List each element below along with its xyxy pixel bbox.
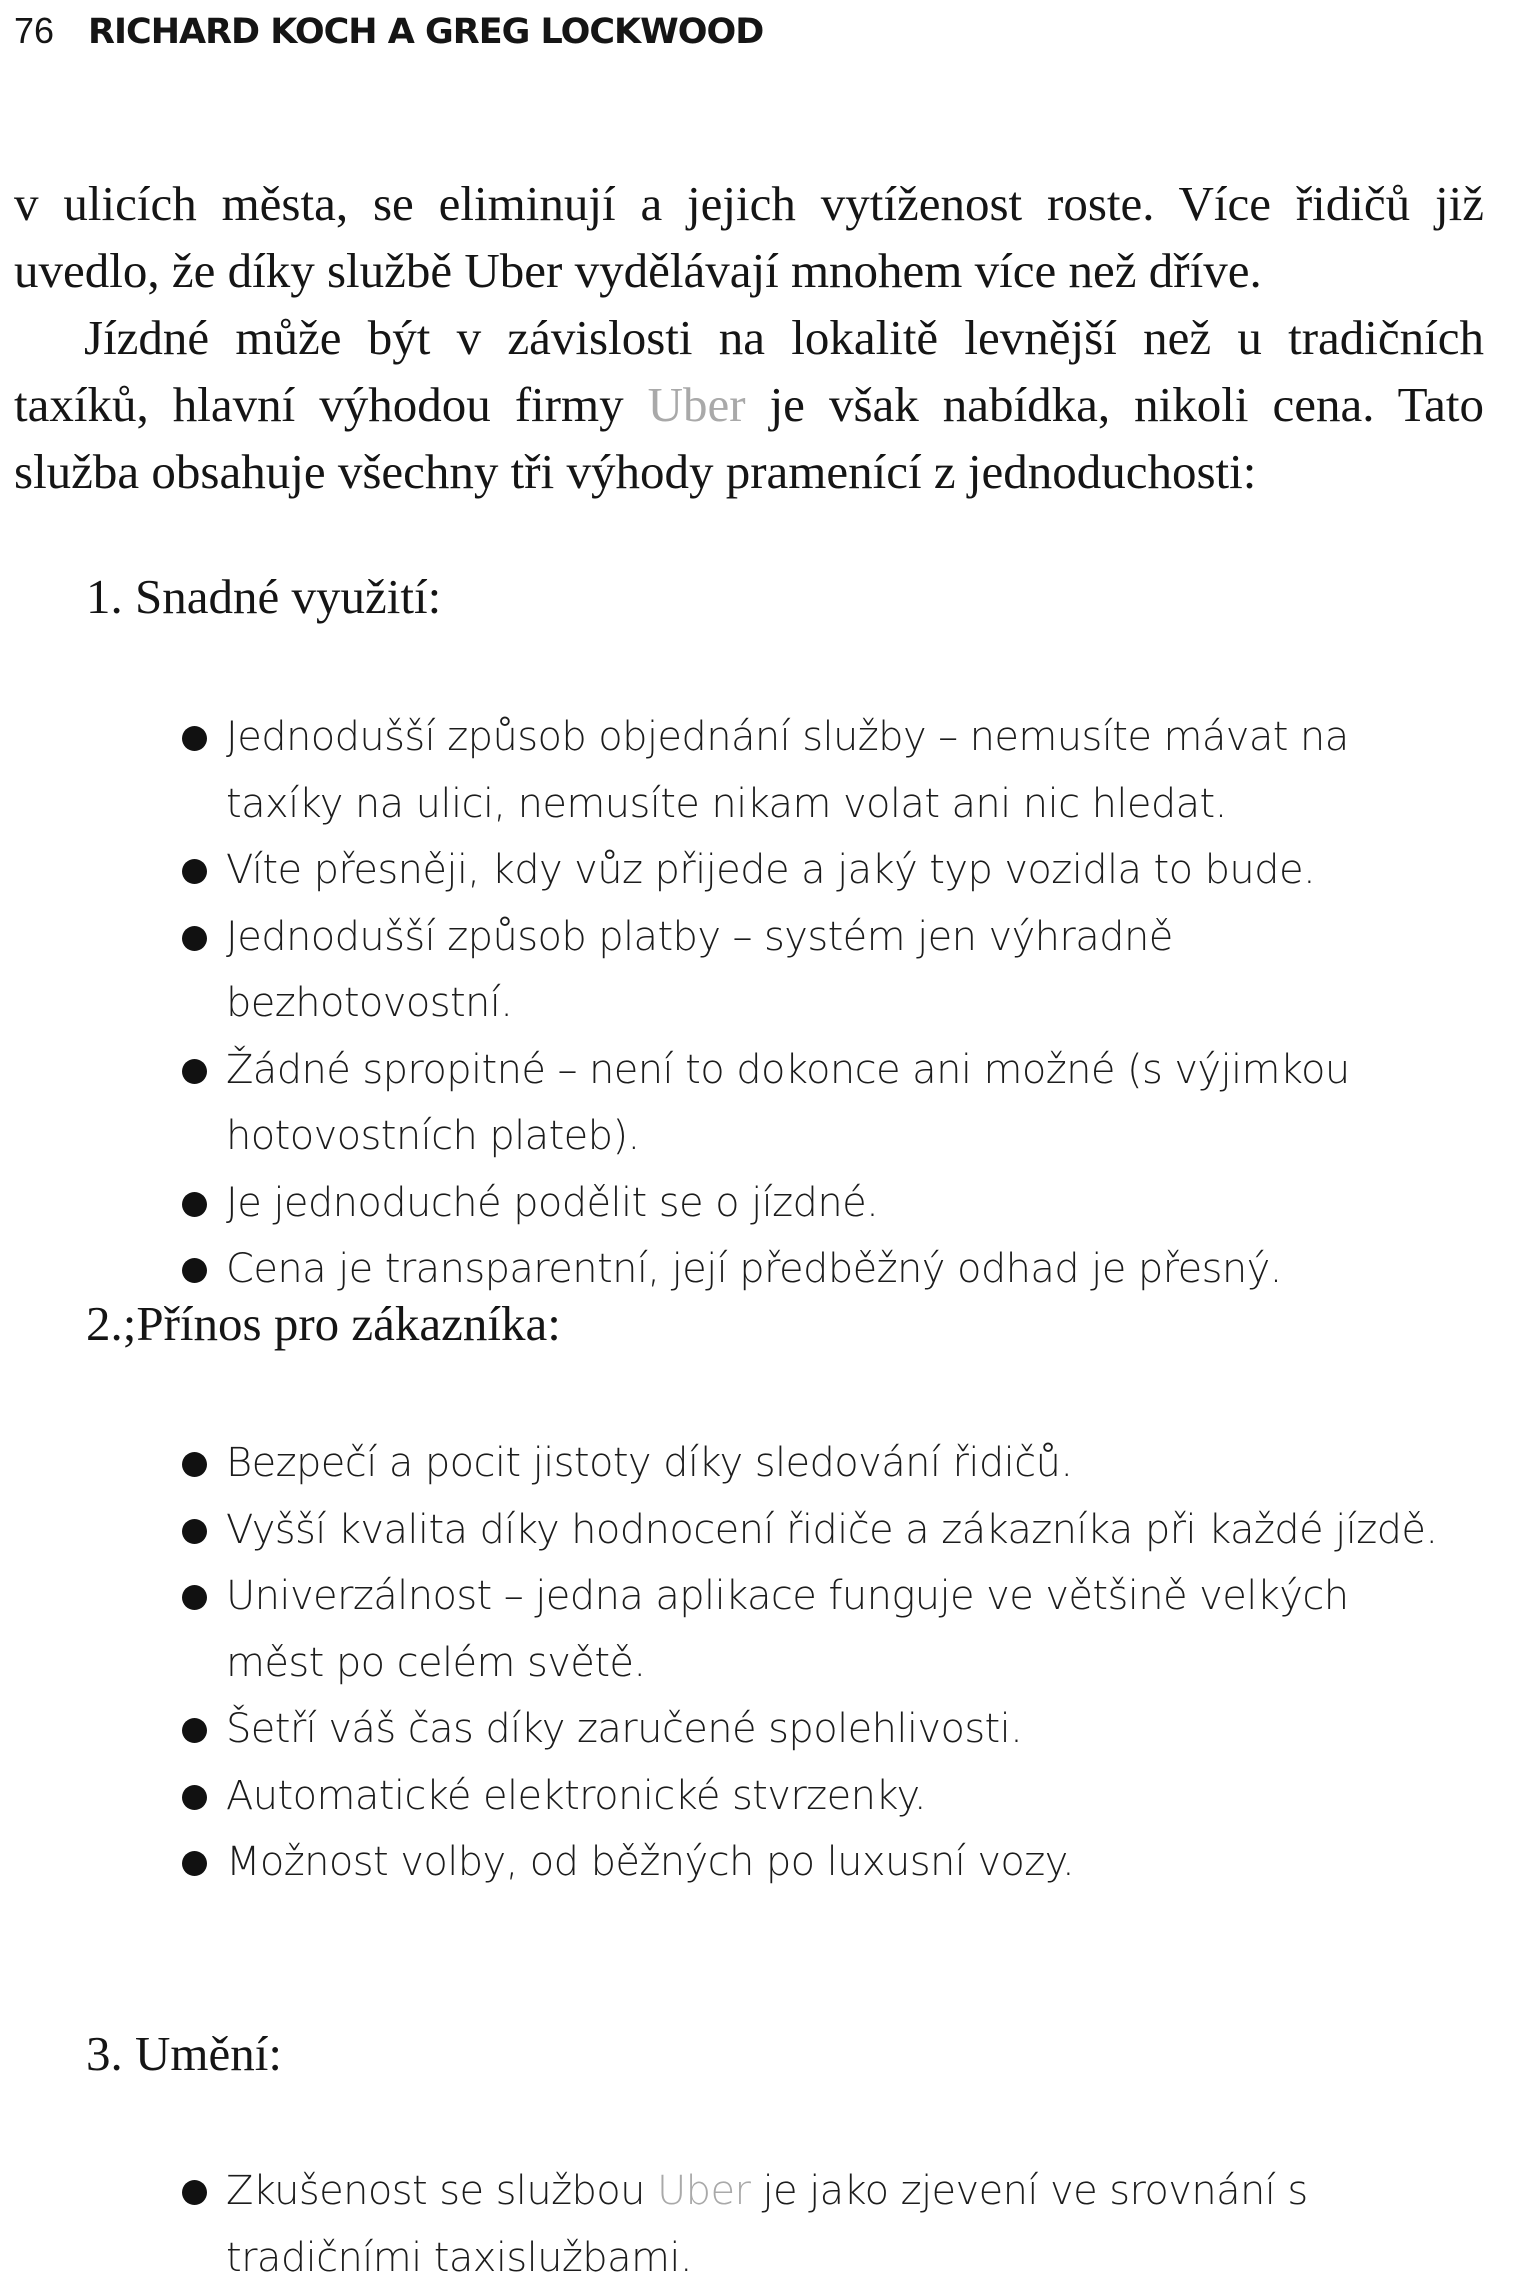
list-item	[180, 1236, 1440, 1303]
bullet-icon	[182, 1192, 207, 1217]
intro-paragraph-2	[14, 304, 1484, 505]
list-item	[180, 704, 1440, 837]
page-number: 76	[14, 10, 55, 51]
bullet-icon	[182, 1519, 207, 1544]
running-head	[14, 10, 763, 60]
list-item-text: Možnost volby, od běžných po luxusní vozy.	[226, 1839, 1075, 1885]
list-item	[180, 904, 1440, 1037]
bullet-icon	[182, 1585, 207, 1610]
uber-brand-text: Uber	[647, 377, 746, 432]
bullet-icon	[182, 1718, 207, 1743]
list-item-text: Víte přesněji, kdy vůz přijede a jaký typ vozidla to bude.	[226, 847, 1316, 893]
list-item	[180, 1037, 1440, 1170]
list-item-text: Je jednoduché podělit se o jízdné.	[226, 1179, 879, 1226]
running-head-authors: RICHARD KOCH A GREG LOCKWOOD	[88, 12, 764, 52]
list-item	[180, 1170, 1440, 1237]
intro-text	[14, 170, 1484, 505]
customer-benefit-list	[180, 1430, 1440, 1896]
list-item	[180, 1430, 1440, 1497]
section-heading-art: 3. Umění:	[86, 2026, 282, 2081]
list-item-text: Univerzálnost – jedna aplikace funguje ve většině velkých měst po celém světě.	[226, 1573, 1349, 1686]
bullet-icon	[182, 859, 207, 884]
uber-brand-text: Uber	[657, 2168, 751, 2214]
intro-paragraph-1: v ulicích města, se eliminují a jejich vytíženost roste. Více řidičů již uvedlo, že díky službě Uber vydělávají mnohem více než dříve.	[14, 176, 1484, 298]
bullet-icon	[182, 2180, 207, 2205]
list-item-text: Cena je transparentní, její předběžný odhad je přesný.	[226, 1246, 1282, 1292]
list-item-text: Žádné spropitné – není to dokonce ani možné (s výjimkou hotovostních plateb).	[226, 1046, 1350, 1159]
bullet-icon	[182, 1258, 207, 1283]
list-item	[180, 1696, 1440, 1763]
list-item-text: Bezpečí a pocit jistoty díky sledování řidičů.	[226, 1440, 1073, 1486]
art-list	[180, 2158, 1440, 2291]
easy-use-list	[180, 704, 1440, 1303]
bullet-icon	[182, 1059, 207, 1084]
list-item	[180, 2158, 1440, 2291]
list-item-text-a: Zkušenost se službou	[226, 2168, 657, 2214]
bullet-icon	[182, 726, 207, 751]
section-heading-customer-benefit: 2.;Přínos pro zákazníka:	[86, 1296, 561, 1351]
bullet-icon	[182, 1452, 207, 1477]
list-item-text: Vyšší kvalita díky hodnocení řidiče a zákazníka při každé jízdě.	[226, 1506, 1438, 1553]
list-item-text: Automatické elektronické stvrzenky.	[226, 1772, 926, 1819]
intro-paragraph-2-text-b: je však nabídka, nikoli cena. Tato služba obsahuje všechny tři výhody pramenící z jednoduchosti:	[14, 377, 1484, 499]
list-item-text: Jednodušší způsob objednání služby – nemusíte mávat na taxíky na ulici, nemusíte nikam volat ani nic hledat.	[226, 714, 1349, 827]
list-item	[180, 1563, 1440, 1696]
section-heading-easy-use: 1. Snadné využití:	[86, 569, 442, 624]
list-item	[180, 1497, 1440, 1564]
intro-paragraph-2-text-a: Jízdné může být v závislosti na lokalitě levnější než u tradičních taxíků, hlavní výhodou firmy	[14, 310, 1484, 432]
bullet-icon	[182, 1785, 207, 1810]
bullet-icon	[182, 926, 207, 951]
list-item	[180, 1763, 1440, 1830]
list-item-text: Šetří váš čas díky zaručené spolehlivosti.	[226, 1706, 1023, 1752]
bullet-icon	[182, 1851, 207, 1876]
list-item	[180, 1829, 1440, 1896]
list-item	[180, 837, 1440, 904]
list-item-text: Jednodušší způsob platby – systém jen výhradně bezhotovostní.	[226, 913, 1173, 1026]
list-item-text-b: je jako zjevení ve srovnání s tradičními taxislužbami.	[226, 2168, 1308, 2281]
